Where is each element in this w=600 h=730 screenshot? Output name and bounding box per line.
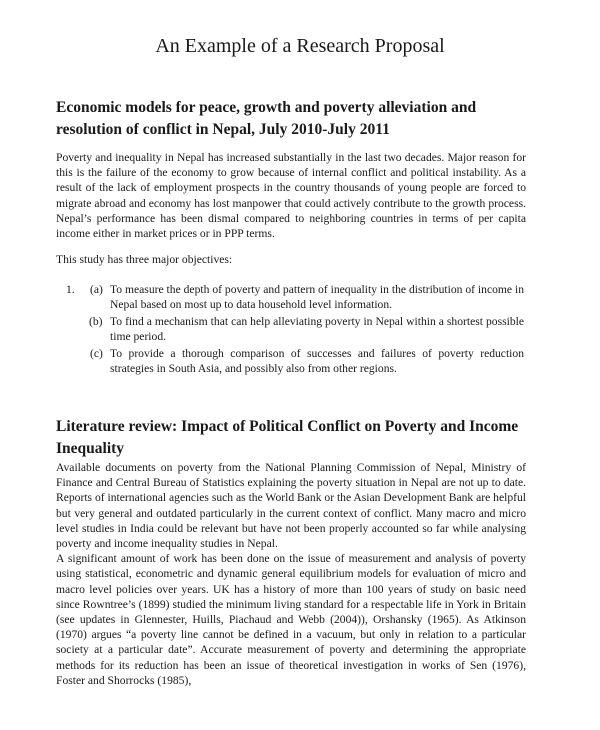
objective-text-a: To measure the depth of poverty and pattern of inequality in the distribution of income in Nepal based on most up to data household level information. [110,283,524,312]
list-number: 1. [66,283,75,296]
document-title: An Example of a Research Proposal [155,35,445,57]
section-heading-economic-models: Economic models for peace, growth and poverty alleviation and resolution of conflict in Nepal, July 2010-July 2011 [56,99,477,138]
objectives-intro: This study has three major objectives: [56,253,233,266]
literature-review-body [56,460,526,688]
objective-label-c: (c) [90,347,103,360]
objective-text-b: To find a mechanism that can help alleviating poverty in Nepal within a shortest possible time period. [110,315,524,344]
literature-paragraph-2: A significant amount of work has been done on the issue of measurement and analysis of poverty using statistical, econometric and dynamic general equilibrium models for evaluation of micro and macro level policies over years. UK has a history of more than 100 years of study on basic need since Rowntree’s (1899) studied the minimum living standard for a respectable life in York in Britain (see updates in Glennester, Huills, Piachaud and Webb (2004)), Orshansky (1965). As Atkinson (1970) argues “a poverty line cannot be defined in a vacuum, but only in relation to a particular society at a particular date”. Accurate measurement of poverty and determining the appropriate methods for its reduction has been an issue of theoretical investigation in works of Sen (1976), Foster and Shorrocks (1985), [56,552,526,687]
literature-paragraph-1: Available documents on poverty from the National Planning Commission of Nepal, Ministry of Finance and Central Bureau of Statistics explaining the poverty situation in Nepal are not up to date. Reports of international agencies such as the World Bank or the Asian Development Bank are helpful but very general and outdated particularly in the current context of conflict. Many macro and micro level studies in India could be relevant but have not been properly accounted so far while analysing poverty and income inequality studies in Nepal. [56,461,526,551]
intro-paragraph: Poverty and inequality in Nepal has increased substantially in the last two decades. Major reason for this is the failure of the economy to grow because of internal conflict and political instability. As a result of the lack of employment prospects in the country thousands of young people are forced to migrate abroad and economy has lost manpower that could actively contribute to the growth process. Nepal’s performance has been dismal compared to neighboring countries in terms of per capita income either in market prices or in PPP terms. [56,151,526,241]
section-heading-literature-review: Literature review: Impact of Political Conflict on Poverty and Income Inequality [56,418,519,457]
objective-label-a: (a) [90,283,103,296]
objective-label-b: (b) [89,315,103,328]
objective-text-c: To provide a thorough comparison of successes and failures of poverty reduction strategies in South Asia, and possibly also from other regions. [110,347,524,376]
